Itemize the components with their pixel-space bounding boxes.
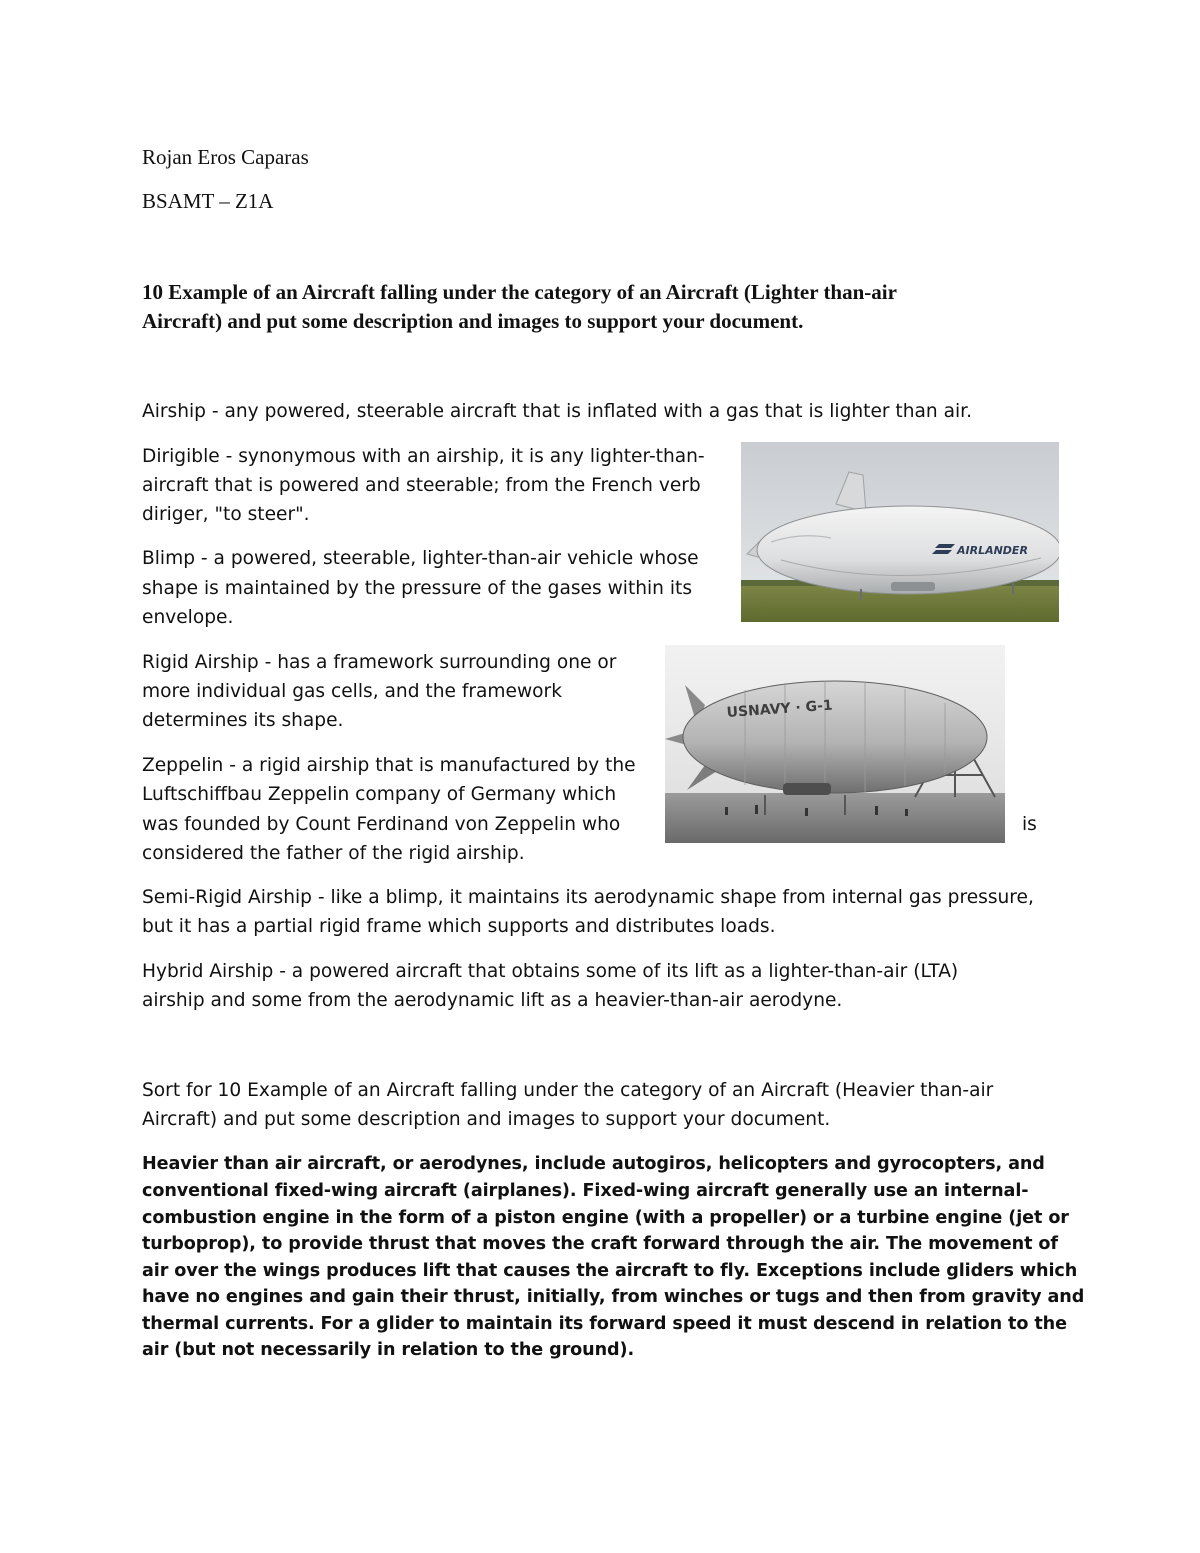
heavier-task-line: Aircraft) and put some description and images to support your document. bbox=[142, 1109, 831, 1130]
rigid-airship-definition-line: Rigid Airship - has a framework surrounding one or bbox=[142, 652, 617, 673]
zeppelin-definition-line: Zeppelin - a rigid airship that is manufactured by the bbox=[142, 755, 636, 776]
heavier-description-line: turboprop), to provide thrust that moves the craft forward through the air. The movement of bbox=[142, 1234, 1058, 1254]
author-section: BSAMT – Z1A bbox=[142, 189, 274, 213]
semi-rigid-definition-line: Semi-Rigid Airship - like a blimp, it maintains its aerodynamic shape from internal gas pressure, bbox=[142, 887, 1034, 908]
rigid-airship-definition-line: more individual gas cells, and the framework bbox=[142, 681, 562, 702]
author-name: Rojan Eros Caparas bbox=[142, 145, 309, 169]
heavier-description-line: conventional fixed-wing aircraft (airplanes). Fixed-wing aircraft generally use an internal- bbox=[142, 1181, 1029, 1201]
hybrid-definition-line: airship and some from the aerodynamic lift as a heavier-than-air aerodyne. bbox=[142, 990, 843, 1011]
zeppelin-trailing-word: is bbox=[1022, 814, 1037, 835]
semi-rigid-definition-line: but it has a partial rigid frame which supports and distributes loads. bbox=[142, 916, 776, 937]
blimp-definition-line: shape is maintained by the pressure of the gases within its bbox=[142, 578, 693, 599]
heavier-description-line: have no engines and gain their thrust, initially, from winches or tugs and then from gravity and bbox=[142, 1287, 1085, 1307]
dirigible-definition-line: aircraft that is powered and steerable; from the French verb bbox=[142, 475, 701, 496]
heavier-task-line: Sort for 10 Example of an Aircraft falling under the category of an Aircraft (Heavier than-air bbox=[142, 1080, 994, 1101]
task-heading-line: 10 Example of an Aircraft falling under the category of an Aircraft (Lighter than-air bbox=[142, 280, 897, 304]
heavier-description-line: combustion engine in the form of a piston engine (with a propeller) or a turbine engine (jet or bbox=[142, 1208, 1069, 1228]
heavier-description-line: Heavier than air aircraft, or aerodynes, include autogiros, helicopters and gyrocopters, and bbox=[142, 1154, 1045, 1174]
airship-definition: Airship - any powered, steerable aircraft that is inflated with a gas that is lighter than air. bbox=[142, 401, 973, 422]
zeppelin-definition-line: considered the father of the rigid airship. bbox=[142, 843, 525, 864]
navy-hull-text: USNAVY · G-1 bbox=[726, 697, 834, 721]
dirigible-definition-line: diriger, "to steer". bbox=[142, 504, 310, 525]
rigid-airship-definition-line: determines its shape. bbox=[142, 710, 344, 731]
zeppelin-definition-line: Luftschiffbau Zeppelin company of Germany which bbox=[142, 784, 617, 805]
airlander-photo bbox=[741, 442, 1059, 622]
dirigible-definition-line: Dirigible - synonymous with an airship, it is any lighter-than- bbox=[142, 446, 705, 467]
blimp-definition-line: Blimp - a powered, steerable, lighter-than-air vehicle whose bbox=[142, 548, 699, 569]
heavier-description-line: air (but not necessarily in relation to the ground). bbox=[142, 1340, 635, 1360]
zeppelin-definition-line: was founded by Count Ferdinand von Zeppelin who bbox=[142, 814, 621, 835]
hybrid-definition-line: Hybrid Airship - a powered aircraft that obtains some of its lift as a lighter-than-air (LTA) bbox=[142, 961, 959, 982]
airlander-hull-text: AIRLANDER bbox=[957, 544, 1028, 557]
task-heading-line: Aircraft) and put some description and images to support your document. bbox=[142, 309, 804, 333]
heavier-description-line: air over the wings produces lift that causes the aircraft to fly. Exceptions include gliders which bbox=[142, 1261, 1078, 1281]
navy-airship-photo bbox=[665, 645, 1005, 843]
blimp-definition-line: envelope. bbox=[142, 607, 234, 628]
heavier-description-line: thermal currents. For a glider to maintain its forward speed it must descend in relation to the bbox=[142, 1314, 1067, 1334]
